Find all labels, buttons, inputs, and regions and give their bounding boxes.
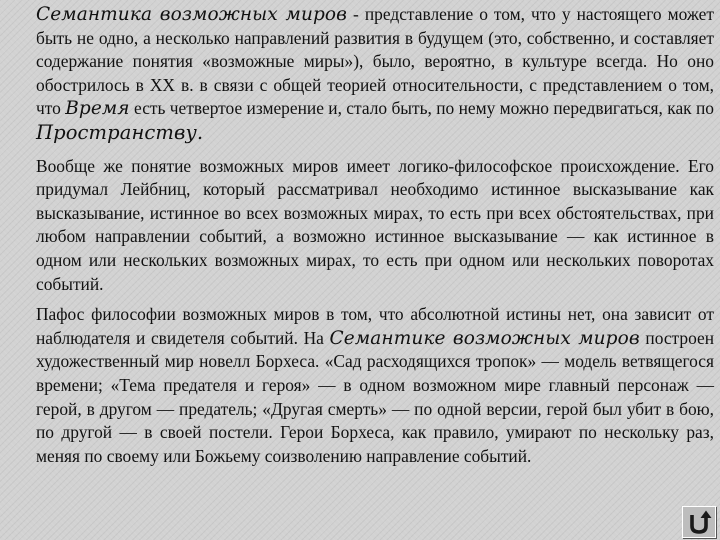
paragraph-3-text-1: Пафос философии возможных миров в том, что абсолютной истины нет, она зависит от наблюдателя и свидетеля событий. На bbox=[36, 304, 714, 348]
paragraph-1-text-1: представление о том, что у настоящего может быть не одно, а несколько направлений развития в будущем (это, собственно, и составляет содержание понятия «возможные миры»), было, вероятно, в культуре всегда. Но оно обострилось в XX в. в связи с общей теорией относительности, с представлением о том, что bbox=[36, 4, 714, 119]
slide-text bbox=[6, 3, 714, 468]
return-button[interactable] bbox=[682, 506, 716, 538]
term-semantics-possible-worlds-2: Семантике возможных миров bbox=[329, 327, 640, 349]
paragraph-3 bbox=[6, 303, 714, 468]
term-semantics-possible-worlds: Семантика возможных миров bbox=[36, 4, 348, 25]
paragraph-2: Вообще же понятие возможных миров имеет логико-философское происхождение. Его придумал Лейбниц, который рассматривал необходимо истинное высказывание как высказывание, истинное во всех возможных мирах, то есть при всех обстоятельствах, при любом направлении событий, а возможно истинное высказывание — как истинное в одном или нескольких возможных мирах, то есть при одном или нескольких поворотах событий. bbox=[36, 155, 714, 294]
paragraph-1 bbox=[6, 3, 714, 146]
return-arrow-icon bbox=[683, 507, 715, 537]
term-time: Время bbox=[65, 98, 130, 120]
term-space: Пространству. bbox=[36, 120, 204, 144]
paragraph-1-text-2: есть четвертое измерение и, стало быть, по нему можно передвигаться, как по bbox=[134, 98, 714, 119]
paragraph-3-text-2: построен художественный мир новелл Борхеса. «Сад расходящихся тропок» — модель ветвящегося времени; «Тема предателя и героя» — в одном возможном мире главный персонаж — герой, в другом — предатель; «Другая смерть» — по одной версии, герой был убит в бою, по другой — в своей постели. Герои Борхеса, как правило, умирают по нескольку раз, меняя по своему или Божьему соизволению направление событий. bbox=[36, 327, 715, 466]
term-dash: - bbox=[347, 4, 365, 24]
